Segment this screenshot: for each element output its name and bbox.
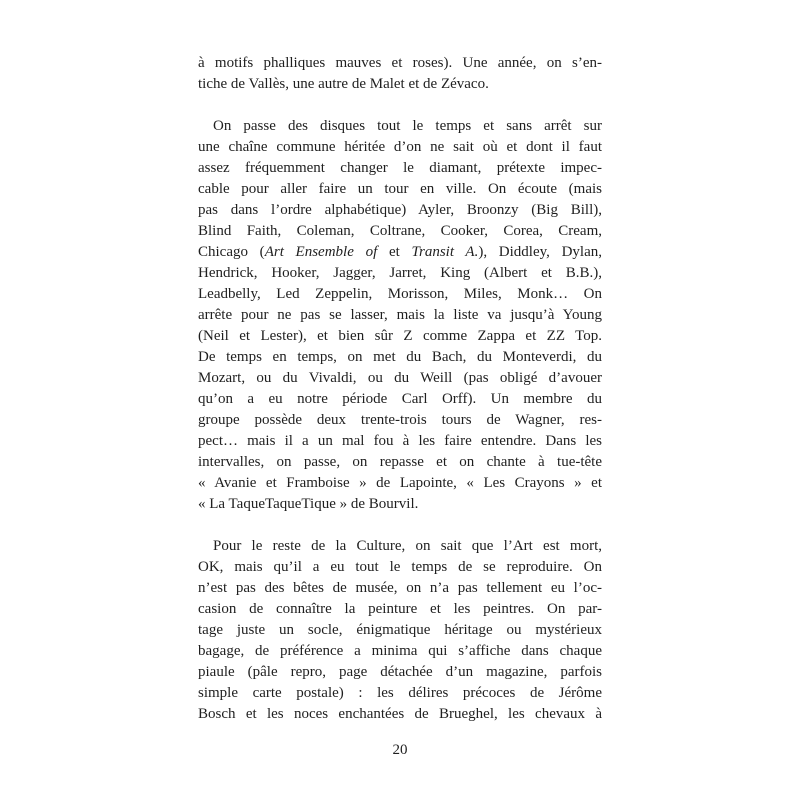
text-segment: « La TaqueTaqueTique » de Bourvil.	[198, 496, 419, 512]
text-line	[198, 452, 602, 473]
text-line	[198, 242, 602, 263]
text-segment: casion de connaître la peinture et les peintres. On par-	[198, 601, 602, 617]
text-segment: De temps en temps, on met du Bach, du Monteverdi, du	[198, 349, 602, 365]
text-line	[198, 620, 602, 641]
text-line	[198, 473, 602, 494]
text-segment: et	[377, 244, 412, 260]
text-segment: OK, mais qu’il a eu tout le temps de se reproduire. On	[198, 559, 602, 575]
text-segment: ), Diddley, Dylan,	[478, 244, 603, 260]
page-number: 20	[392, 742, 408, 758]
text-segment: Blind Faith, Coleman, Coltrane, Cooker, Corea, Cream,	[198, 223, 602, 239]
text-line	[198, 305, 602, 326]
text-segment: Hendrick, Hooker, Jagger, Jarret, King (Albert et B.B.),	[198, 265, 602, 281]
text-line	[198, 683, 602, 704]
text-line	[198, 431, 602, 452]
text-line	[198, 641, 602, 662]
text-segment: assez fréquemment changer le diamant, prétexte impec-	[198, 160, 602, 176]
text-segment: tage juste un socle, énigmatique héritage ou mystérieux	[198, 622, 602, 638]
text-line	[198, 368, 602, 389]
text-segment: bagage, de préférence a minima qui s’affiche dans chaque	[198, 643, 602, 659]
text-line	[198, 704, 602, 725]
paragraph	[198, 116, 602, 515]
italic-text-segment: Transit A.	[411, 244, 479, 260]
text-segment: qu’on a eu notre période Carl Orff). Un membre du	[198, 391, 602, 407]
text-segment: n’est pas des bêtes de musée, on n’a pas tellement eu l’oc-	[198, 580, 602, 596]
text-line	[198, 410, 602, 431]
text-line	[198, 662, 602, 683]
text-line	[198, 494, 602, 515]
text-line	[198, 200, 602, 221]
text-segment: une chaîne commune héritée d’on ne sait où et dont il faut	[198, 139, 602, 155]
paragraph	[198, 536, 602, 725]
text-line	[198, 179, 602, 200]
text-segment: Chicago (	[198, 244, 265, 260]
text-line	[198, 389, 602, 410]
text-line	[198, 578, 602, 599]
text-block	[198, 53, 602, 725]
text-line	[198, 158, 602, 179]
text-segment: Mozart, ou du Vivaldi, ou du Weill (pas obligé d’avouer	[198, 370, 602, 386]
text-segment: tiche de Vallès, une autre de Malet et de Zévaco.	[198, 76, 489, 92]
text-segment: arrête pour ne pas se lasser, mais la liste va jusqu’à Young	[198, 307, 602, 323]
text-line	[198, 326, 602, 347]
text-segment: Leadbelly, Led Zeppelin, Morisson, Miles, Monk… On	[198, 286, 602, 302]
paragraph	[198, 53, 602, 95]
text-segment: à motifs phalliques mauves et roses). Une année, on s’en-	[198, 55, 602, 71]
text-segment: simple carte postale) : les délires précoces de Jérôme	[198, 685, 602, 701]
text-segment: pect… mais il a un mal fou à les faire entendre. Dans les	[198, 433, 602, 449]
text-line	[198, 221, 602, 242]
text-segment: « Avanie et Framboise » de Lapointe, « Les Crayons » et	[198, 475, 602, 491]
text-line	[198, 137, 602, 158]
text-line	[198, 347, 602, 368]
text-segment: intervalles, on passe, on repasse et on chante à tue-tête	[198, 454, 602, 470]
text-segment: Pour le reste de la Culture, on sait que l’Art est mort,	[213, 538, 602, 554]
text-line	[198, 116, 602, 137]
text-line	[198, 536, 602, 557]
text-line	[198, 284, 602, 305]
text-segment: cable pour aller faire un tour en ville. On écoute (mais	[198, 181, 602, 197]
text-segment: Bosch et les noces enchantées de Brueghel, les chevaux à	[198, 706, 602, 722]
text-line	[198, 53, 602, 74]
text-segment: On passe des disques tout le temps et sans arrêt sur	[213, 118, 602, 134]
text-segment: pas dans l’ordre alphabétique) Ayler, Broonzy (Big Bill),	[198, 202, 602, 218]
text-line	[198, 557, 602, 578]
text-segment: (Neil et Lester), et bien sûr Z comme Zappa et ZZ Top.	[198, 328, 602, 344]
text-line	[198, 263, 602, 284]
text-segment: piaule (pâle repro, page détachée d’un magazine, parfois	[198, 664, 602, 680]
italic-text-segment: Art Ensemble of	[264, 244, 378, 260]
text-line	[198, 74, 602, 95]
text-segment: groupe possède deux trente-trois tours de Wagner, res-	[198, 412, 602, 428]
text-line	[198, 599, 602, 620]
